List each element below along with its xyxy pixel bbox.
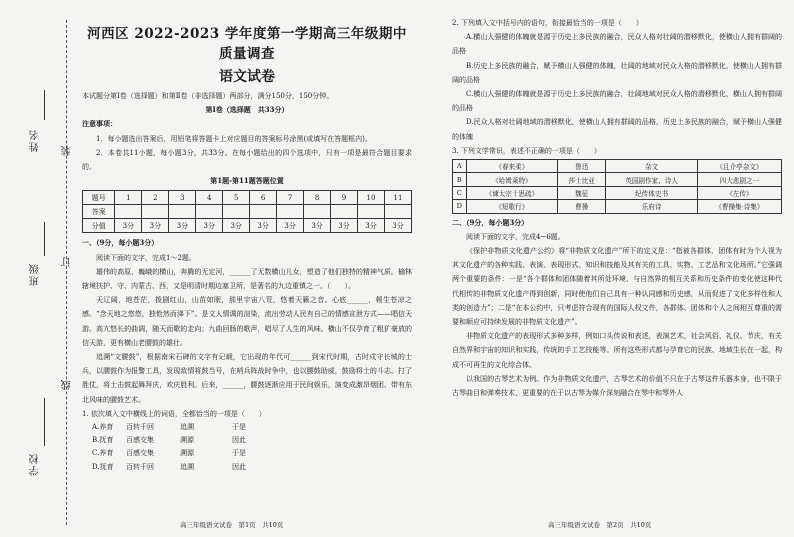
right-column bbox=[452, 16, 782, 400]
table-cell: 4 bbox=[196, 191, 223, 205]
answer-cell[interactable] bbox=[358, 205, 385, 219]
option-cell: D.抚育 bbox=[92, 462, 114, 471]
left-column bbox=[82, 16, 412, 474]
section-1-heading: 一、（9分，每小题3分） bbox=[82, 238, 159, 248]
answer-cell[interactable] bbox=[223, 205, 250, 219]
table-cell: 乐府诗 bbox=[606, 200, 698, 213]
table-cell: 杂文 bbox=[606, 160, 698, 173]
table-cell: 鲁迅 bbox=[558, 160, 606, 173]
left-page-footer: 高三年级语文试卷 第1页 共10页 bbox=[180, 521, 284, 529]
table-cell: 3分 bbox=[250, 219, 277, 233]
table-cell: 3分 bbox=[196, 219, 223, 233]
option-cell: C.养育 bbox=[92, 449, 114, 458]
table-cell: 3分 bbox=[304, 219, 331, 233]
answer-cell[interactable] bbox=[169, 205, 196, 219]
passage-paragraph-3: 追溯“文腰鼓”，根据南宋石碑的文字有记载，它出现的年代可______到宋代时期，古时戍守长城的士兵，以腰鼓作为报警工具，发现敌情将鼓当号，在哨兵阵战时争中，也以腰鼓助威，鼓励将士的斗志。打了胜仗，将士击鼓起舞拜庆，欢庆胜利。后来，______，腰鼓逐渐应用于民间娱乐，演变成激昂烟团、带有东北风味的腰鼓艺术。 bbox=[82, 353, 412, 404]
answer-table-number-row bbox=[83, 191, 412, 205]
section-2-heading: 二、（9分，每小题3分） bbox=[452, 217, 529, 227]
option-cell: A.养育 bbox=[92, 423, 114, 432]
table-cell: 《曹操集·诗集》 bbox=[697, 200, 781, 213]
class-field[interactable] bbox=[44, 222, 45, 256]
binding-mark-ding: 订 bbox=[62, 257, 73, 267]
question-2: 2. 下列填入文中括号内的语句，衔接最恰当的一项是（ ） bbox=[452, 19, 643, 27]
question-2-option-b: B.历史上多民族的融合，赋予横山人强健的体魄，壮阔的地域对民众人格的潜移默化，使横山人拥有群阔的品格 bbox=[452, 61, 782, 84]
table-cell: C bbox=[453, 186, 467, 199]
table-cell: 英国剧作家、诗人 bbox=[606, 173, 698, 186]
literature-table bbox=[452, 159, 782, 214]
table-cell: 11 bbox=[384, 191, 411, 205]
name-field[interactable] bbox=[44, 90, 45, 120]
table-cell: 3分 bbox=[331, 219, 358, 233]
table-cell: 2 bbox=[142, 191, 169, 205]
binding-mark-xian: 线 bbox=[62, 380, 73, 390]
table-cell: 四大悲剧之一 bbox=[697, 173, 781, 186]
exam-title: 河西区 2022-2023 学年度第一学期高三年级期中质量调查 bbox=[87, 26, 407, 62]
table-cell: 《且介亭杂文》 bbox=[697, 160, 781, 173]
question-3: 3. 下列文学常识，表述不正确的一项是（ ） bbox=[452, 146, 601, 155]
table-cell: 7 bbox=[277, 191, 304, 205]
option-cell: 于是 bbox=[232, 449, 246, 458]
answer-table-caption: 第1题-第11题答题位置 bbox=[210, 176, 284, 186]
paper-title: 语文试卷 bbox=[219, 69, 275, 85]
table-cell: 曹操 bbox=[558, 200, 606, 213]
question-2-option-c: C.横山人强健的体魄就是源于历史上多民族的融合，壮阔地域对民众人格的潜移默化，横山人拥有群阔的品格 bbox=[452, 90, 782, 113]
table-row bbox=[453, 200, 782, 213]
option-cell: 因此 bbox=[232, 436, 246, 445]
binding-dashed-line bbox=[66, 20, 67, 525]
table-cell: 纪传体史书 bbox=[606, 186, 698, 199]
option-cell: 溯源 bbox=[180, 436, 194, 445]
passage-paragraph-2: 天辽阔，地苍茫，拨剧红山，山苗如眠，那里宇宙八荒，悠着天籁之音。心底______，顿生苍凉之感。“念天地之悠悠，独怆然而涕下”。是文人情调的渲染，流出劳动人民有自己的情感宣泄方式——唱信天游。高亢悠长的曲调，随天而歌的走向；九曲回肠的歌声，唱尽了人生的风味。横山不仅孕育了粗犷豪放的信天游，更有横山老腰鼓的雄壮。 bbox=[82, 296, 412, 347]
answer-cell[interactable] bbox=[250, 205, 277, 219]
table-cell: 3分 bbox=[384, 219, 411, 233]
table-cell: 答案 bbox=[83, 205, 115, 219]
answer-cell[interactable] bbox=[196, 205, 223, 219]
option-cell: 百感交集 bbox=[126, 436, 154, 445]
option-cell: 于是 bbox=[232, 423, 246, 432]
reading-instruction-2: 阅读下面的文字，完成4~6题。 bbox=[466, 232, 565, 241]
table-row bbox=[453, 186, 782, 199]
table-cell: 题号 bbox=[83, 191, 115, 205]
notes-heading: 注意事项： bbox=[82, 119, 117, 129]
binding-mark-zhuang: 装 bbox=[62, 146, 73, 156]
note-2: 2．本卷共11小题，每小题3分，共33分。在每小题给出的四个选项中，只有一项是最符合题目要求的。 bbox=[82, 148, 412, 172]
table-cell: 8 bbox=[304, 191, 331, 205]
option-cell: 百感交集 bbox=[126, 449, 154, 458]
table-cell: 3分 bbox=[115, 219, 142, 233]
answer-cell[interactable] bbox=[331, 205, 358, 219]
answer-cell[interactable] bbox=[277, 205, 304, 219]
table-cell: 《短歌行》 bbox=[466, 200, 558, 213]
question-1: 1. 依次填入文中横线上的词语，全都恰当的一项是（ ） bbox=[82, 409, 266, 418]
table-cell: 3 bbox=[169, 191, 196, 205]
table-cell: 《左传》 bbox=[697, 186, 781, 199]
table-cell: 《哈姆莱特》 bbox=[466, 173, 558, 186]
school-field[interactable] bbox=[44, 398, 45, 446]
passage-paragraph-1: 雄伟的高原，巍峨的横山，奔腾的无定河，______了无数横山儿女，塑造了他们独特的精神气质。榆林辖境扶护、守、内蒙古、西，又是明清时期边塞卫所，是著名的九边重镇之一。（ ）。 bbox=[82, 267, 412, 291]
passage2-paragraph-1: 《保护非物质文化遗产公约》将“非物质文化遗产”所下的定义是：“指被各群体、团体有时为个人视为其文化遗产的各种实践、表演、表现形式、知识和技能及其有关的工具、实物、工艺品和文化场所。”它强调两个重要的条件：一是“各个群体和团体随着其所处环境、与自然界的相互关系和历史条件的变化使这种代代相传的非物质文化遗产得到创新，同时使他们自己具有一种认同感和历史感，从而促进了文化多样性和人类的创造力”；二是“在本公约中，只考虑符合现有的国际人权文件，各群体、团体和个人之间相互尊重的需要和顺应可持续发展的非物质文化遗产”。 bbox=[452, 247, 782, 327]
reading-instruction: 阅读下面的文字，完成1～2题。 bbox=[96, 253, 196, 262]
answer-cell[interactable] bbox=[304, 205, 331, 219]
option-cell: 追溯 bbox=[180, 423, 194, 432]
table-cell: 3分 bbox=[142, 219, 169, 233]
answer-cell[interactable] bbox=[384, 205, 411, 219]
answer-cell[interactable] bbox=[115, 205, 142, 219]
right-page-footer: 高三年级语文试卷 第2页 共10页 bbox=[548, 521, 652, 529]
table-cell: 6 bbox=[250, 191, 277, 205]
table-cell: 3分 bbox=[223, 219, 250, 233]
table-cell: A bbox=[453, 160, 467, 173]
answer-table-answer-row bbox=[83, 205, 412, 219]
table-cell: 3分 bbox=[169, 219, 196, 233]
part1-title: 第Ⅰ卷（选择题 共33分） bbox=[205, 105, 289, 115]
class-label: 班级 bbox=[30, 262, 41, 286]
table-cell: 10 bbox=[358, 191, 385, 205]
passage2-paragraph-2: 非物质文化遗产的表现形式多种多样，例如口头传说和表述，表演艺术，社会风俗、礼仪、节庆，有关自然界和宇宙的知识和实践，传统的手工艺技能等。所有这些形式都与孕育它的民族、地域生长在一起，构成不可再生的文化综合体。 bbox=[452, 332, 782, 369]
table-cell: B bbox=[453, 173, 467, 186]
table-cell: 5 bbox=[223, 191, 250, 205]
question-1-options bbox=[82, 421, 412, 474]
binding-margin bbox=[6, 0, 73, 537]
answer-table bbox=[82, 190, 412, 233]
table-cell: 魏征 bbox=[558, 186, 606, 199]
table-cell: 莎士比亚 bbox=[558, 173, 606, 186]
school-label: 学校 bbox=[30, 452, 41, 476]
option-cell: 百转千回 bbox=[126, 462, 154, 471]
answer-cell[interactable] bbox=[142, 205, 169, 219]
table-cell: 3分 bbox=[277, 219, 304, 233]
table-cell: 《谏太宗十思疏》 bbox=[466, 186, 558, 199]
table-row bbox=[453, 160, 782, 173]
table-cell: 3分 bbox=[358, 219, 385, 233]
option-cell: 追溯 bbox=[180, 462, 194, 471]
question-2-option-a: A.横山人强健的体魄就是源于历史上多民族的融合，民众人格对壮阔的潜移默化，使横山人拥有群阔的品格 bbox=[452, 33, 782, 56]
table-cell: 《春来柔》 bbox=[466, 160, 558, 173]
table-cell: 9 bbox=[331, 191, 358, 205]
name-label: 姓名 bbox=[30, 128, 41, 152]
passage2-paragraph-3: 以我国的古琴艺术为例。作为非物质文化遗产，古琴艺术的价值不只在于古琴这件乐器本身，也不限于古琴曲目和弹奏技术，更重要的在于以古琴为媒介深刻融合在琴中和琴外人 bbox=[452, 374, 782, 398]
table-cell: 分值 bbox=[83, 219, 115, 233]
option-cell: 因此 bbox=[232, 462, 246, 471]
table-cell: 1 bbox=[115, 191, 142, 205]
answer-table-score-row bbox=[83, 219, 412, 233]
note-1: 1．每小题选出答案后，用铅笔将答题卡上对应题目的答案标号涂黑(或填写在答题框内)。 bbox=[96, 134, 372, 143]
option-cell: 百转千回 bbox=[126, 423, 154, 432]
table-row bbox=[453, 173, 782, 186]
option-cell: B.抚育 bbox=[92, 436, 114, 445]
exam-intro: 本试题分第Ⅰ卷（选择题）和第Ⅱ卷（非选择题）两部分，满分150分，150分钟。 bbox=[82, 92, 334, 100]
option-cell: 溯源 bbox=[180, 449, 194, 458]
table-cell: D bbox=[453, 200, 467, 213]
question-2-option-d: D.民众人格对壮阔地域的潜移默化，使横山人拥有群阔的品格，历史上多民族的融合，赋予横山人强健的体魄 bbox=[452, 118, 782, 141]
